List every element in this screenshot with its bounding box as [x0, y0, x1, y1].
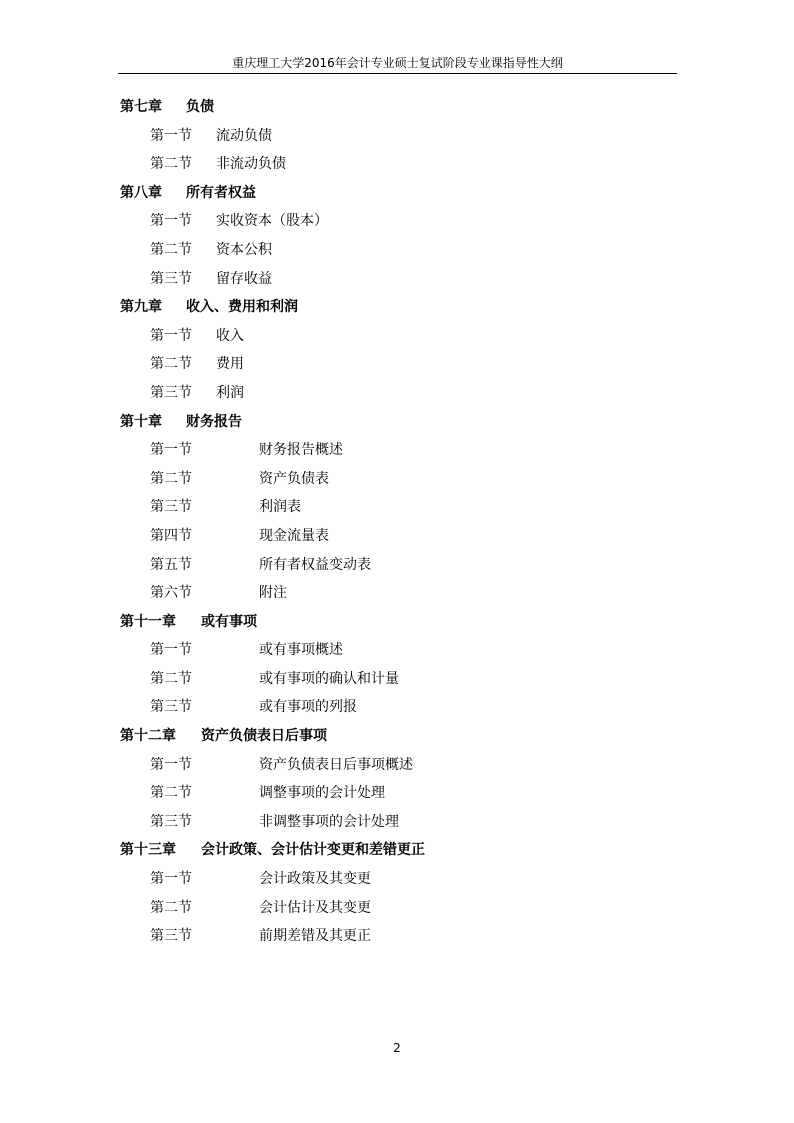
- section-number: 第二节: [150, 156, 192, 173]
- chapter-heading: [0, 835, 794, 864]
- section-number: 第六节: [150, 585, 192, 602]
- chapter-number: 第七章: [120, 99, 162, 115]
- section-title: 非流动负债: [216, 156, 286, 173]
- section-number: 第三节: [150, 499, 192, 516]
- section-number: 第二节: [150, 785, 192, 802]
- section-entry: [0, 550, 794, 579]
- section-entry: [0, 121, 794, 150]
- chapter-title: 财务报告: [186, 413, 242, 430]
- section-title: 资产负债表: [259, 470, 329, 487]
- chapter-number: 第十三章: [120, 842, 176, 859]
- chapter-title: 负债: [186, 99, 214, 115]
- section-entry: [0, 921, 794, 950]
- section-title: 或有事项概述: [259, 642, 343, 659]
- chapter-title: 资产负债表日后事项: [201, 728, 327, 745]
- chapter-number: 第十二章: [120, 728, 176, 745]
- page-header: 重庆理工大学2016年会计专业硕士复试阶段专业课指导性大纲: [232, 56, 563, 70]
- chapter-heading: [0, 292, 794, 321]
- section-entry: [0, 664, 794, 693]
- chapter-number: 第九章: [120, 299, 162, 316]
- section-title: 会计政策及其变更: [259, 871, 371, 888]
- section-entry: [0, 264, 794, 293]
- section-title: 前期差错及其更正: [259, 928, 371, 945]
- section-entry: [0, 750, 794, 779]
- section-number: 第三节: [150, 928, 192, 945]
- section-number: 第一节: [150, 213, 192, 230]
- chapter-heading: [0, 607, 794, 636]
- section-entry: [0, 635, 794, 664]
- section-number: 第三节: [150, 270, 192, 287]
- section-number: 第一节: [150, 327, 192, 344]
- section-number: 第一节: [150, 127, 192, 144]
- section-title: 利润表: [259, 499, 301, 516]
- section-entry: [0, 435, 794, 464]
- section-title: 资产负债表日后事项概述: [259, 756, 413, 773]
- section-title: 流动负债: [216, 127, 272, 144]
- chapter-title: 或有事项: [201, 613, 257, 630]
- section-entry: [0, 864, 794, 893]
- section-entry: [0, 893, 794, 922]
- chapter-title: 会计政策、会计估计变更和差错更正: [201, 842, 425, 859]
- section-entry: [0, 692, 794, 721]
- chapter-number: 第十章: [120, 413, 162, 430]
- section-title: 或有事项的确认和计量: [259, 670, 399, 687]
- section-number: 第一节: [150, 871, 192, 888]
- section-title: 实收资本（股本）: [216, 213, 328, 230]
- section-title: 或有事项的列报: [259, 699, 357, 716]
- section-title: 现金流量表: [259, 527, 329, 544]
- section-number: 第二节: [150, 670, 192, 687]
- section-number: 第一节: [150, 756, 192, 773]
- section-number: 第二节: [150, 899, 192, 916]
- section-number: 第二节: [150, 241, 192, 258]
- section-title: 收入: [216, 327, 244, 344]
- section-title: 所有者权益变动表: [259, 556, 371, 573]
- table-of-contents: [0, 92, 794, 950]
- chapter-number: 第八章: [120, 184, 162, 201]
- section-number: 第二节: [150, 356, 192, 373]
- section-title: 调整事项的会计处理: [259, 785, 385, 802]
- section-entry: [0, 492, 794, 521]
- section-title: 附注: [259, 585, 287, 602]
- section-entry: [0, 578, 794, 607]
- section-number: 第三节: [150, 699, 192, 716]
- chapter-heading: [0, 178, 794, 207]
- section-entry: [0, 235, 794, 264]
- chapter-heading: [0, 721, 794, 750]
- section-number: 第二节: [150, 470, 192, 487]
- section-entry: [0, 521, 794, 550]
- section-number: 第一节: [150, 642, 192, 659]
- section-title: 资本公积: [216, 241, 272, 258]
- section-entry: [0, 807, 794, 836]
- section-number: 第三节: [150, 384, 192, 401]
- section-title: 会计估计及其变更: [259, 899, 371, 916]
- section-entry: [0, 349, 794, 378]
- section-title: 利润: [216, 384, 244, 401]
- section-entry: [0, 778, 794, 807]
- section-entry: [0, 378, 794, 407]
- page-number: 2: [393, 1041, 401, 1055]
- section-number: 第一节: [150, 442, 192, 459]
- header-divider: [118, 73, 677, 74]
- chapter-title: 所有者权益: [186, 184, 256, 201]
- section-number: 第四节: [150, 527, 192, 544]
- section-entry: [0, 149, 794, 178]
- chapter-heading: [0, 407, 794, 436]
- section-title: 费用: [216, 356, 244, 373]
- chapter-number: 第十一章: [120, 613, 176, 630]
- section-title: 留存收益: [216, 270, 272, 287]
- section-entry: [0, 464, 794, 493]
- section-title: 财务报告概述: [259, 442, 343, 459]
- section-number: 第三节: [150, 813, 192, 830]
- chapter-title: 收入、费用和利润: [186, 299, 298, 316]
- chapter-heading: [0, 92, 794, 121]
- section-entry: [0, 321, 794, 350]
- section-title: 非调整事项的会计处理: [259, 813, 399, 830]
- section-number: 第五节: [150, 556, 192, 573]
- section-entry: [0, 206, 794, 235]
